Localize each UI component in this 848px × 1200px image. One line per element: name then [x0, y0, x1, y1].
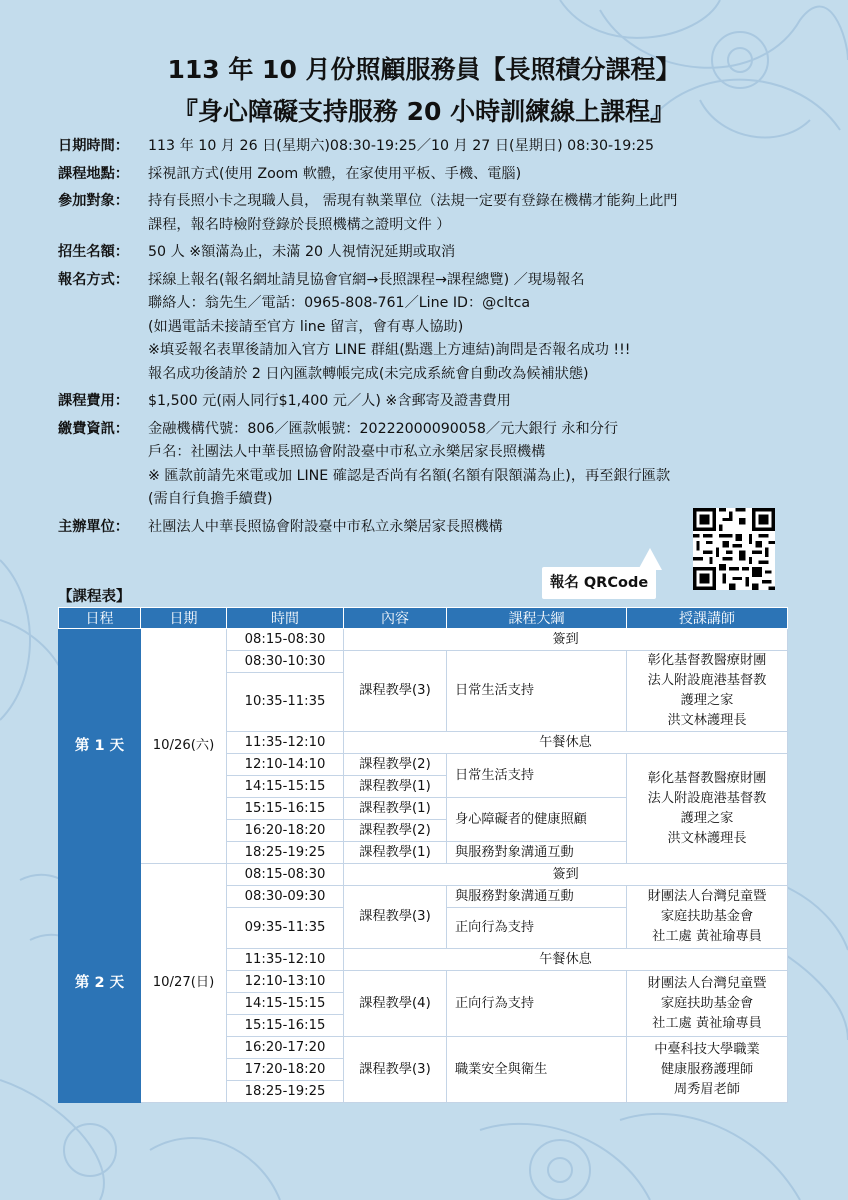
- info-row-payment: [58, 418, 798, 512]
- teacher-line: 家庭扶助基金會: [660, 909, 754, 924]
- content-cell: 課程教學(3): [344, 1037, 447, 1103]
- page-subtitle: 『身心障礙支持服務 20 小時訓練線上課程』: [172, 97, 676, 126]
- time-cell: 18:25-19:25: [227, 842, 344, 864]
- time-cell: 11:35-12:10: [227, 732, 344, 754]
- teacher-line: 洪文林護理長: [667, 830, 747, 846]
- teacher-line: 護理之家: [680, 810, 734, 826]
- info-label: 參加對象：: [58, 193, 129, 209]
- info-value: (需自行負擔手續費): [148, 491, 273, 507]
- header-cell: 日期: [141, 608, 227, 629]
- sign-in-cell: 簽到: [344, 629, 788, 651]
- course-info: [58, 135, 798, 543]
- day-label: 第 1 天: [59, 629, 141, 864]
- time-cell: 14:15-15:15: [227, 776, 344, 798]
- content-cell: 課程教學(1): [344, 776, 447, 798]
- outline-cell: 身心障礙者的健康照顧: [447, 798, 627, 842]
- header-cell: 授課講師: [627, 608, 788, 629]
- sign-in-cell: 簽到: [344, 864, 788, 886]
- info-label: 招生名額：: [58, 244, 129, 260]
- outline-cell: 正向行為支持: [447, 971, 627, 1037]
- time-cell: 14:15-15:15: [227, 993, 344, 1015]
- qr-label: 報名 QRCode: [542, 567, 656, 599]
- day-label: 第 2 天: [59, 864, 141, 1103]
- teacher-line: 家庭扶助基金會: [660, 995, 754, 1011]
- lunch-cell: 午餐休息: [344, 949, 788, 971]
- time-cell: 15:15-16:15: [227, 798, 344, 820]
- info-label: 課程費用：: [58, 393, 129, 409]
- time-cell: 12:10-13:10: [227, 971, 344, 993]
- teacher-line: 健康服務護理師: [660, 1061, 754, 1077]
- info-row-location: [58, 163, 798, 187]
- outline-cell: 職業安全與衛生: [447, 1037, 627, 1103]
- time-cell: 08:15-08:30: [227, 864, 344, 886]
- info-label: 日期時間：: [58, 138, 129, 154]
- time-cell: 08:30-10:30: [227, 651, 344, 673]
- outline-cell: 與服務對象溝通互動: [447, 886, 627, 908]
- time-cell: 08:30-09:30: [227, 886, 344, 908]
- info-value: 50 人 ※額滿為止，未滿 20 人視情況延期或取消: [148, 244, 456, 260]
- outline-cell: 與服務對象溝通互動: [447, 842, 627, 864]
- info-label: 繳費資訊：: [58, 420, 129, 437]
- content-cell: 課程教學(4): [344, 971, 447, 1037]
- info-value: 金融機構代號：806／匯款帳號：20222000090058／元大銀行 永和分行: [148, 420, 619, 437]
- teacher-cell: [627, 971, 788, 1037]
- teacher-cell: [627, 886, 788, 949]
- teacher-line: 彰化基督教醫療財團: [647, 770, 767, 786]
- time-cell: 10:35-11:35: [227, 673, 344, 732]
- time-cell: 17:20-18:20: [227, 1059, 344, 1081]
- teacher-line: 法人附設鹿港基督教: [647, 790, 767, 806]
- header-cell: 時間: [227, 608, 344, 629]
- header-cell: 課程大綱: [447, 608, 627, 629]
- info-row-registration: [58, 269, 798, 387]
- info-row-organizer: [58, 516, 798, 540]
- teacher-cell: [627, 651, 788, 732]
- teacher-line: 財團法人台灣兒童暨: [647, 975, 767, 991]
- date-cell: 10/27(日): [141, 864, 227, 1103]
- content-cell: 課程教學(1): [344, 798, 447, 820]
- teacher-line: 社工處 黃祉瑜專員: [652, 1015, 762, 1031]
- outline-cell: 日常生活支持: [447, 651, 627, 732]
- outline-cell: 日常生活支持: [447, 754, 627, 798]
- teacher-cell: [627, 1037, 788, 1103]
- content-cell: 課程教學(3): [344, 651, 447, 732]
- info-label: 主辦單位：: [58, 518, 129, 535]
- table-row: [59, 864, 788, 886]
- content-cell: 課程教學(2): [344, 820, 447, 842]
- header-cell: 內容: [344, 608, 447, 629]
- time-cell: 16:20-18:20: [227, 820, 344, 842]
- table-row: [59, 629, 788, 651]
- outline-cell: 正向行為支持: [447, 908, 627, 949]
- teacher-cell: [627, 754, 788, 864]
- teacher-line: 中臺科技大學職業: [654, 1041, 760, 1057]
- header-cell: 日程: [59, 608, 141, 629]
- time-cell: 15:15-16:15: [227, 1015, 344, 1037]
- info-value: (如遇電話未接請至官方 line 留言，會有專人協助): [148, 318, 464, 335]
- info-value: ※ 匯款前請先來電或加 LINE 確認是否尚有名額(名額有限額滿為止)，再至銀行匯款: [148, 467, 671, 484]
- info-row-eligibility: [58, 190, 798, 237]
- info-value: 聯絡人：翁先生／電話：0965-808-761／Line ID：@cltca: [148, 295, 531, 311]
- info-value: 報名成功後請於 2 日內匯款轉帳完成(未完成系統會自動改為候補狀態): [148, 365, 589, 382]
- info-value: 採視訊方式(使用 Zoom 軟體，在家使用平板、手機、電腦): [148, 165, 522, 182]
- info-value: $1,500 元(兩人同行$1,400 元／人) ※含郵寄及證書費用: [148, 393, 511, 409]
- info-value: 戶名：社團法人中華長照協會附設臺中市私立永樂居家長照機構: [148, 444, 546, 460]
- content-cell: 課程教學(3): [344, 886, 447, 949]
- info-value: ※填妥報名表單後請加入官方 LINE 群組(點選上方連結)詢問是否報名成功 !!!: [148, 342, 631, 358]
- info-value: 採線上報名(報名網址請見協會官網→長照課程→課程總覽) ／現場報名: [148, 271, 585, 288]
- teacher-line: 洪文林護理長: [667, 713, 747, 728]
- info-row-fee: [58, 390, 798, 414]
- table-header-row: [59, 608, 788, 629]
- schedule-table: [58, 607, 788, 1103]
- info-value: 課程，報名時檢附登錄於長照機構之證明文件 ）: [148, 216, 451, 233]
- info-value: 113 年 10 月 26 日(星期六)08:30-19:25／10 月 27 日(星期日) 08:30-19:25: [148, 138, 655, 154]
- info-row-datetime: [58, 135, 798, 159]
- time-cell: 08:15-08:30: [227, 629, 344, 651]
- info-label: 報名方式：: [58, 271, 129, 288]
- teacher-line: 周秀眉老師: [674, 1081, 740, 1097]
- teacher-line: 彰化基督教醫療財團: [647, 653, 767, 668]
- info-value: 持有長照小卡之現職人員， 需現有執業單位（法規一定要有登錄在機構才能夠上此門: [148, 193, 678, 209]
- info-label: 課程地點：: [58, 165, 129, 182]
- teacher-line: 社工處 黃祉瑜專員: [652, 929, 762, 944]
- date-cell: 10/26(六): [141, 629, 227, 864]
- lunch-cell: 午餐休息: [344, 732, 788, 754]
- teacher-line: 法人附設鹿港基督教: [647, 673, 767, 688]
- schedule-caption: 【課程表】: [58, 589, 131, 605]
- time-cell: 18:25-19:25: [227, 1081, 344, 1103]
- teacher-line: 護理之家: [680, 693, 734, 708]
- info-value: 社團法人中華長照協會附設臺中市私立永樂居家長照機構: [148, 518, 503, 535]
- time-cell: 11:35-12:10: [227, 949, 344, 971]
- registration-qr-code[interactable]: [693, 508, 775, 590]
- teacher-line: 財團法人台灣兒童暨: [647, 889, 767, 904]
- page-title: 113 年 10 月份照顧服務員【長照積分課程】: [167, 55, 681, 84]
- time-cell: 09:35-11:35: [227, 908, 344, 949]
- content-cell: 課程教學(2): [344, 754, 447, 776]
- time-cell: 12:10-14:10: [227, 754, 344, 776]
- time-cell: 16:20-17:20: [227, 1037, 344, 1059]
- content-cell: 課程教學(1): [344, 842, 447, 864]
- info-row-quota: [58, 241, 798, 265]
